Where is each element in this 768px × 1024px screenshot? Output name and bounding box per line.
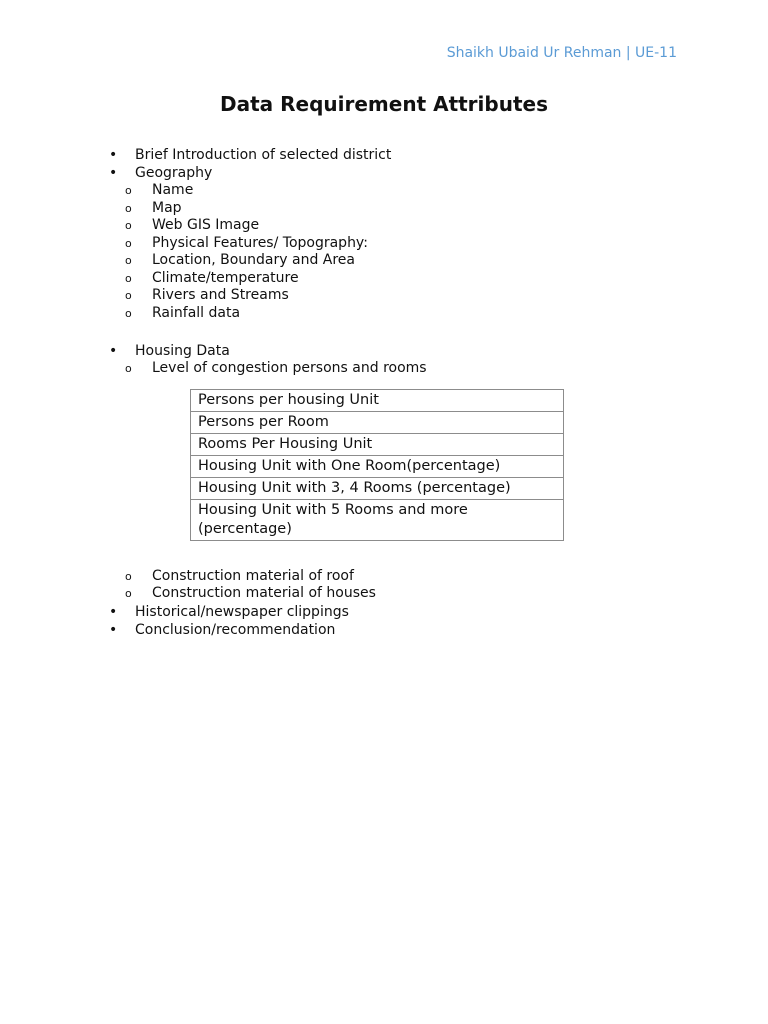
list-item-label: Conclusion/recommendation: [135, 621, 336, 638]
housing-sublist: [125, 360, 707, 378]
sub-item-label: Location, Boundary and Area: [152, 252, 355, 268]
sub-item-congestion: [125, 360, 707, 378]
sub-bullet-glyph: o: [125, 184, 132, 197]
table-row: [191, 389, 564, 411]
sub-item-rainfall: [125, 305, 707, 323]
list-item-brief: [107, 146, 707, 164]
list-item-geography: [107, 164, 707, 182]
bullet-glyph: •: [109, 343, 118, 359]
list-item-conclusion: [107, 621, 707, 639]
header-author: Shaikh Ubaid Ur Rehman | UE-11: [446, 45, 677, 61]
sub-item-label: Climate/temperature: [152, 269, 299, 286]
sub-item-label: Rivers and Streams: [152, 287, 289, 303]
sub-bullet-glyph: o: [125, 362, 132, 375]
sub-item-physical-features: [125, 235, 707, 253]
sub-bullet-glyph: o: [125, 254, 132, 267]
sub-item-location: [125, 252, 707, 270]
list-item-label: Housing Data: [135, 343, 230, 359]
table-cell: Housing Unit with 3, 4 Rooms (percentage): [191, 477, 564, 499]
sub-bullet-glyph: o: [125, 587, 132, 600]
table-cell: Persons per housing Unit: [191, 389, 564, 411]
sub-item-label: Rainfall data: [152, 304, 241, 321]
sub-item-label: Physical Features/ Topography:: [152, 234, 368, 251]
table-row: [191, 499, 564, 540]
sub-item-map: [125, 200, 707, 218]
bullet-glyph: •: [109, 603, 118, 620]
list-item-label: Historical/newspaper clippings: [135, 603, 349, 620]
table-row: [191, 477, 564, 499]
list-item-housing: [107, 342, 707, 360]
housing-list: [107, 342, 707, 360]
sub-item-roof: [125, 568, 707, 586]
sub-bullet-glyph: o: [125, 306, 132, 320]
list-item-label: Brief Introduction of selected district: [135, 147, 392, 163]
sub-item-web-gis-image: [125, 217, 707, 235]
paragraph-gap: [107, 322, 707, 342]
bullet-glyph: •: [109, 147, 118, 163]
sub-item-climate: [125, 270, 707, 288]
table-row: [191, 455, 564, 477]
table-cell: Housing Unit with 5 Rooms and more (percentage): [191, 499, 564, 540]
sub-bullet-glyph: o: [125, 569, 132, 583]
closing-list: [107, 603, 707, 639]
sub-item-label: Level of congestion persons and rooms: [152, 360, 427, 376]
table-cell: Persons per Room: [191, 411, 564, 433]
geography-sublist: [125, 182, 707, 322]
sub-bullet-glyph: o: [125, 289, 132, 302]
table-cell: Housing Unit with One Room(percentage): [191, 455, 564, 477]
sub-bullet-glyph: o: [125, 201, 132, 215]
list-item-historical: [107, 603, 707, 621]
sub-item-houses: [125, 585, 707, 603]
table-row: [191, 411, 564, 433]
sub-bullet-glyph: o: [125, 219, 132, 232]
bullet-glyph: •: [109, 621, 118, 638]
sub-item-name: [125, 182, 707, 200]
sub-item-label: Name: [152, 182, 194, 198]
sub-item-label: Web GIS Image: [152, 217, 260, 233]
table-row: [191, 433, 564, 455]
bullet-glyph: •: [109, 165, 118, 181]
sub-bullet-glyph: o: [125, 236, 132, 250]
top-bullet-list: [107, 146, 707, 182]
congestion-table: [190, 389, 564, 541]
page-title: Data Requirement Attributes: [220, 92, 548, 116]
table-cell: Rooms Per Housing Unit: [191, 433, 564, 455]
sub-item-label: Map: [152, 199, 182, 216]
list-item-label: Geography: [135, 165, 213, 181]
construction-sublist: [125, 568, 707, 603]
sub-item-label: Construction material of roof: [152, 567, 354, 584]
document-body: [107, 146, 707, 639]
sub-item-label: Construction material of houses: [152, 585, 376, 601]
sub-bullet-glyph: o: [125, 271, 132, 285]
sub-item-rivers: [125, 287, 707, 305]
